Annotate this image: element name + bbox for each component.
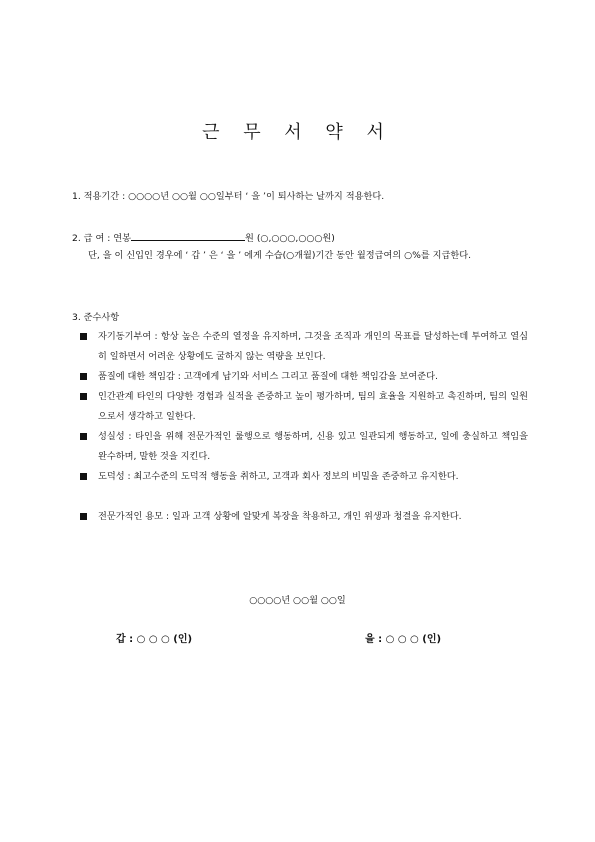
compliance-item	[80, 507, 528, 527]
bullet-square-icon	[80, 473, 87, 480]
compliance-item-text: 도덕성 : 최고수준의 도덕적 행동을 취하고, 고객과 회사 정보의 비밀을 존중하고 유지한다.	[98, 471, 459, 482]
compliance-item	[80, 327, 528, 366]
compliance-item-text: 품질에 대한 책임감 : 고객에게 납기와 서비스 그리고 품질에 대한 책임감을 보여준다.	[98, 371, 438, 382]
bullet-square-icon	[80, 373, 87, 380]
compliance-item-text: 성실성 : 타인을 위해 전문가적인 룰행으로 행동하며, 신용 있고 일관되게 행동하고, 일에 충실하고 책임을 완수하며, 말한 것을 지킨다.	[98, 431, 528, 462]
compliance-item	[80, 427, 528, 466]
section-salary	[72, 230, 335, 245]
salary-label: 2. 급 여 : 연봉	[72, 233, 132, 244]
compliance-item-text: 전문가적인 용모 : 일과 고객 상황에 알맞게 복장을 착용하고, 개인 위생과 청결을 유지한다.	[98, 511, 462, 522]
contract-date: ○○○○년 ○○월 ○○일	[249, 595, 346, 606]
bullet-square-icon	[80, 433, 87, 440]
compliance-item	[80, 467, 528, 487]
document-title: 근 무 서 약 서	[202, 122, 393, 143]
compliance-item	[80, 367, 528, 387]
signature-gap: 갑 : ○ ○ ○ (인)	[116, 634, 193, 645]
signature-eul: 을 : ○ ○ ○ (인)	[365, 634, 442, 645]
probation-note: 단, 을 이 신입인 경우에 ‘ 갑 ’ 은 ‘ 을 ’ 에게 수습(○개월)기간 동안 월정급여의 ○%를 지급한다.	[88, 250, 472, 261]
compliance-item	[80, 387, 528, 426]
section-compliance-heading: 3. 준수사항	[72, 312, 120, 323]
section-application-period: 1. 적용기간 : ○○○○년 ○○월 ○○일부터 ‘ 을 ’이 퇴사하는 날까지 적용한다.	[72, 191, 385, 202]
compliance-item-text: 인간관계 타인의 다양한 경험과 실적을 존중하고 높이 평가하며, 팀의 효율을 지원하고 촉진하며, 팀의 일원으로서 생각하고 일한다.	[98, 391, 528, 422]
salary-amount: 원 (○,○○○,○○○원)	[245, 233, 335, 244]
bullet-square-icon	[80, 333, 87, 340]
compliance-item-text: 자기동기부여 : 항상 높은 수준의 열정을 유지하며, 그것을 조직과 개인의 목표를 달성하는데 투여하고 열심히 일하면서 어려운 상황에도 굴하지 않는 역량을 보인다.	[98, 331, 528, 362]
salary-blank-line	[131, 230, 245, 241]
bullet-square-icon	[80, 393, 87, 400]
bullet-square-icon	[80, 513, 87, 520]
